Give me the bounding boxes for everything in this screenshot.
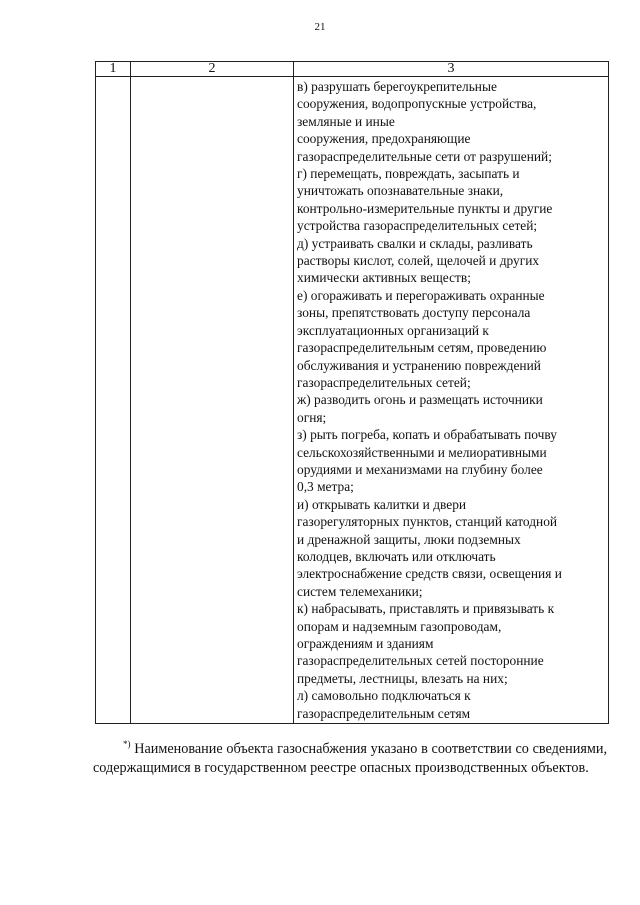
list-line: химически активных веществ; bbox=[297, 270, 471, 286]
list-line: д) устраивать свалки и склады, разливать bbox=[297, 235, 533, 251]
list-line: контрольно-измерительные пункты и другие bbox=[297, 200, 553, 216]
cell-column-2 bbox=[131, 77, 294, 724]
list-line: эксплуатационных организаций к bbox=[297, 322, 489, 338]
column-header-3: 3 bbox=[294, 62, 609, 77]
list-line: ограждениям и зданиям bbox=[297, 636, 434, 651]
list-line: растворы кислот, солей, щелочей и других bbox=[297, 253, 540, 269]
list-line: опорам и надземным газопроводам, bbox=[297, 618, 502, 634]
cell-column-3 bbox=[294, 77, 609, 724]
list-line: огня; bbox=[297, 409, 327, 425]
table-header-row bbox=[96, 62, 609, 77]
list-line: и) открывать калитки и двери bbox=[297, 496, 467, 512]
list-line: газораспределительные сети от разрушений; bbox=[297, 148, 552, 164]
list-line: и дренажной защиты, люки подземных bbox=[297, 531, 521, 547]
list-line: з) рыть погреба, копать и обрабатывать почву bbox=[297, 427, 557, 443]
list-line: сельскохозяйственными и мелиоративными bbox=[297, 444, 547, 460]
list-line: е) огораживать и перегораживать охранные bbox=[297, 287, 545, 303]
list-line: орудиями и механизмами на глубину более bbox=[297, 461, 543, 477]
list-line: 0,3 метра; bbox=[297, 479, 354, 495]
requirements-table bbox=[95, 61, 609, 724]
footnote-marker: *) bbox=[123, 739, 131, 749]
list-line: л) самовольно подключаться к bbox=[297, 688, 471, 704]
cell-column-1 bbox=[96, 77, 131, 724]
list-line: земляные и иные bbox=[297, 113, 395, 129]
list-line: сооружения, предохраняющие bbox=[297, 131, 471, 147]
list-line: газораспределительных сетей посторонние bbox=[297, 653, 544, 669]
list-line: сооружения, водопропускные устройства, bbox=[297, 96, 537, 112]
list-line: газорегуляторных пунктов, станций катодной bbox=[297, 514, 558, 530]
list-line: колодцев, включать или отключать bbox=[297, 548, 496, 564]
footnote-text: Наименование объекта газоснабжения указано в соответствии со сведениями, содержащимися в государственном реестре опасных производственных объектов. bbox=[93, 741, 607, 776]
list-line: газораспределительным сетям, проведению bbox=[297, 340, 547, 356]
footnote bbox=[93, 740, 607, 777]
list-line: устройства газораспределительных сетей; bbox=[297, 218, 538, 234]
list-line: в) разрушать берегоукрепительные bbox=[297, 79, 497, 94]
list-line: газораспределительных сетей; bbox=[297, 374, 471, 390]
column-header-1: 1 bbox=[96, 62, 131, 77]
prohibitions-list bbox=[294, 77, 608, 722]
list-line: предметы, лестницы, влезать на них; bbox=[297, 670, 508, 686]
column-header-2: 2 bbox=[131, 62, 294, 77]
list-line: зоны, препятствовать доступу персонала bbox=[297, 305, 531, 321]
list-line: электроснабжение средств связи, освещения и bbox=[297, 566, 562, 582]
list-line: газораспределительным сетям bbox=[297, 705, 471, 721]
list-line: уничтожать опознавательные знаки, bbox=[297, 183, 504, 199]
list-line: обслуживания и устранению повреждений bbox=[297, 357, 541, 373]
page-number: 21 bbox=[314, 21, 326, 33]
table-row bbox=[96, 77, 609, 724]
list-line: к) набрасывать, приставлять и привязывать к bbox=[297, 601, 555, 617]
list-line: г) перемещать, повреждать, засыпать и bbox=[297, 166, 520, 182]
list-line: систем телемеханики; bbox=[297, 583, 423, 599]
list-line: ж) разводить огонь и размещать источники bbox=[297, 392, 543, 408]
